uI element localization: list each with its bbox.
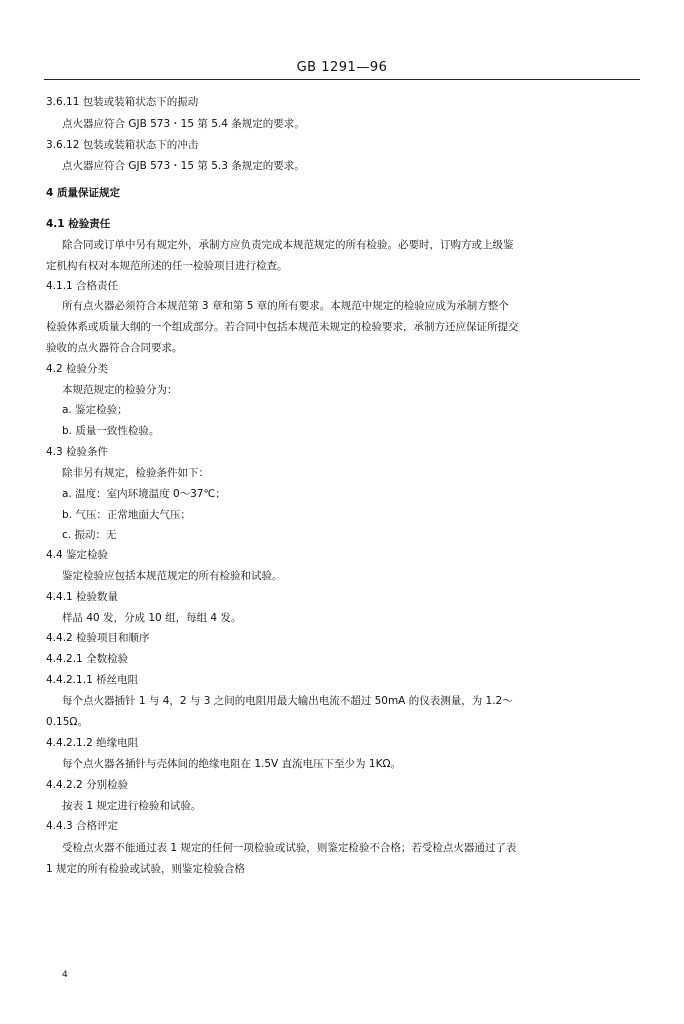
clause-4-4-2-1-2-text: 每个点火器各插针与壳体间的绝缘电阻在 1.5V 直流电压下至少为 1KΩ。 — [62, 758, 401, 770]
clause-4-1-text-line1: 除合同或订单中另有规定外，承制方应负责完成本规范规定的所有检验。必要时，订购方或上级鉴 — [62, 239, 514, 251]
clause-4-1-heading: 4.1 检验责任 — [46, 218, 111, 230]
clause-4-1-1-text-line2: 检验体系或质量大纲的一个组成部分。若合同中包括本规范未规定的检验要求，承制方还应保证所提交 — [46, 321, 519, 333]
clause-3-6-12-text: 点火器应符合 GJB 573・15 第 5.3 条规定的要求。 — [62, 160, 305, 172]
clause-4-1-1-text-line1: 所有点火器必须符合本规范第 3 章和第 5 章的所有要求。本规范中规定的检验应成为承制方整个 — [62, 300, 509, 312]
clause-4-3-item-b: b. 气压：正常地面大气压； — [62, 509, 191, 521]
clause-4-1-1-heading: 4.1.1 合格责任 — [46, 280, 119, 292]
page-number: 4 — [62, 970, 68, 980]
clause-4-4-1-heading: 4.4.1 检验数量 — [46, 591, 119, 603]
clause-4-2-heading: 4.2 检验分类 — [46, 363, 109, 375]
clause-4-2-text: 本规范规定的检验分为： — [62, 384, 178, 396]
clause-4-3-item-a: a. 温度：室内环境温度 0～37℃； — [62, 488, 226, 500]
clause-4-4-2-2-heading: 4.4.2.2 分别检验 — [46, 779, 129, 791]
standard-number-header: GB 1291—96 — [296, 60, 388, 75]
header-rule — [44, 79, 640, 80]
clause-4-3-item-c: c. 振动：无 — [62, 529, 117, 541]
clause-4-1-1-text-line3: 验收的点火器符合合同要求。 — [46, 342, 183, 354]
clause-4-3-text: 除非另有规定，检验条件如下： — [62, 467, 209, 479]
clause-4-4-2-1-1-heading: 4.4.2.1.1 桥丝电阻 — [46, 674, 139, 686]
clause-4-4-2-1-1-text-line1: 每个点火器插针 1 与 4，2 与 3 之间的电阻用最大输出电流不超过 50mA 的仪表测量，为 1.2～ — [62, 695, 513, 707]
clause-4-4-2-2-text: 按表 1 规定进行检验和试验。 — [62, 800, 202, 812]
clause-4-4-3-heading: 4.4.3 合格评定 — [46, 820, 119, 832]
clause-3-6-11-heading: 3.6.11 包装或装箱状态下的振动 — [46, 96, 199, 108]
section-4-heading: 4 质量保证规定 — [46, 187, 120, 199]
clause-4-4-heading: 4.4 鉴定检验 — [46, 549, 109, 561]
clause-4-2-item-a: a. 鉴定检验； — [62, 404, 128, 416]
clause-4-4-1-text: 样品 40 发，分成 10 组，每组 4 发。 — [62, 612, 242, 624]
clause-4-4-text: 鉴定检验应包括本规范规定的所有检验和试验。 — [62, 570, 283, 582]
clause-4-4-2-heading: 4.4.2 检验项目和顺序 — [46, 632, 150, 644]
clause-4-4-3-text-line1: 受检点火器不能通过表 1 规定的任何一项检验或试验，则鉴定检验不合格；若受检点火器通过了表 — [62, 842, 517, 854]
clause-4-4-2-1-1-text-line2: 0.15Ω。 — [46, 716, 88, 728]
clause-4-4-2-1-2-heading: 4.4.2.1.2 绝缘电阻 — [46, 737, 139, 749]
clause-3-6-12-heading: 3.6.12 包装或装箱状态下的冲击 — [46, 139, 199, 151]
clause-4-4-3-text-line2: 1 规定的所有检验或试验，则鉴定检验合格 — [46, 863, 246, 875]
clause-3-6-11-text: 点火器应符合 GJB 573・15 第 5.4 条规定的要求。 — [62, 118, 305, 130]
clause-4-4-2-1-heading: 4.4.2.1 全数检验 — [46, 653, 129, 665]
clause-4-3-heading: 4.3 检验条件 — [46, 446, 109, 458]
clause-4-2-item-b: b. 质量一致性检验。 — [62, 425, 160, 437]
clause-4-1-text-line2: 定机构有权对本规范所述的任一检验项目进行检查。 — [46, 260, 288, 272]
